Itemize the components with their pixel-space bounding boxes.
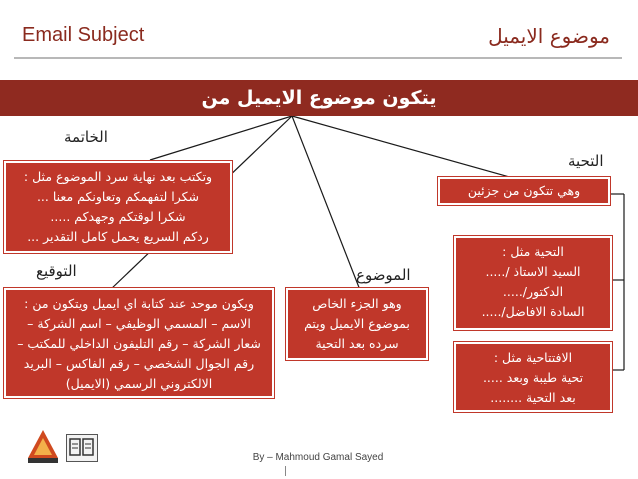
connector-subject <box>292 116 360 290</box>
footer-credit: By – Mahmoud Gamal Sayed <box>252 452 384 463</box>
subject-line: بموضوع الايميل ويتم <box>304 316 410 331</box>
closing-line: شكرا لوقتكم وجهدكم ..... <box>50 209 186 224</box>
main-banner: يتكون موضوع الايميل من <box>0 80 638 116</box>
signature-line: رقم الجوال الشخصي – رقم الفاكس – البريد <box>23 356 255 371</box>
subject-line: سرده بعد التحية <box>315 336 399 351</box>
greeting-part1-line: التحية مثل : <box>502 244 564 259</box>
closing-line: شكرا لتفهمكم وتعاونكم معنا ... <box>36 189 200 204</box>
title-english: Email Subject <box>22 24 145 46</box>
subject-box <box>286 288 428 360</box>
greeting-part2-line: بعد التحية ........ <box>490 390 576 405</box>
signature-line: الالكتروني الرسمي (الايميل) <box>65 376 213 391</box>
label-closing: الخاتمة <box>64 128 108 146</box>
greeting-box <box>438 177 610 205</box>
greeting-line: وهي تتكون من جزئين <box>467 183 581 198</box>
company-logo-icon <box>26 428 60 464</box>
footer-tick <box>285 466 286 476</box>
connector-closing <box>150 116 292 160</box>
greeting-part1-box <box>454 236 612 330</box>
title-arabic: موضوع الايميل <box>488 24 610 48</box>
greeting-part2-line: الافتتاحية مثل : <box>493 350 573 365</box>
closing-line: ردكم السريع يحمل كامل التقدير ... <box>27 229 209 244</box>
label-signature: التوقيع <box>36 262 77 280</box>
signature-line: شعار الشركة – رقم التليفون الداخلي للمكتب – <box>17 336 261 351</box>
label-greeting: التحية <box>568 152 604 170</box>
greeting-part2-box <box>454 342 612 412</box>
signature-box <box>4 288 274 398</box>
signature-line: الاسم – المسمي الوظيفي – اسم الشركة – <box>27 316 251 331</box>
signature-line: ويكون موحد عند كتابة اي ايميل ويتكون من : <box>24 296 254 311</box>
greeting-part1-line: السادة الافاضل/..... <box>481 304 585 319</box>
certificate-logo-icon <box>66 434 98 462</box>
greeting-part1-line: الدكتور/..... <box>502 284 564 299</box>
greeting-part1-line: السيد الاستاذ /..... <box>485 264 581 279</box>
closing-box <box>4 161 232 253</box>
connector-greeting <box>292 116 520 180</box>
closing-line: وتكتب بعد نهاية سرد الموضوع مثل : <box>23 169 213 184</box>
label-subject: الموضوع <box>356 266 411 284</box>
subject-line: وهو الجزء الخاص <box>312 296 402 311</box>
greeting-part2-line: تحية طيبة وبعد ..... <box>482 370 584 385</box>
